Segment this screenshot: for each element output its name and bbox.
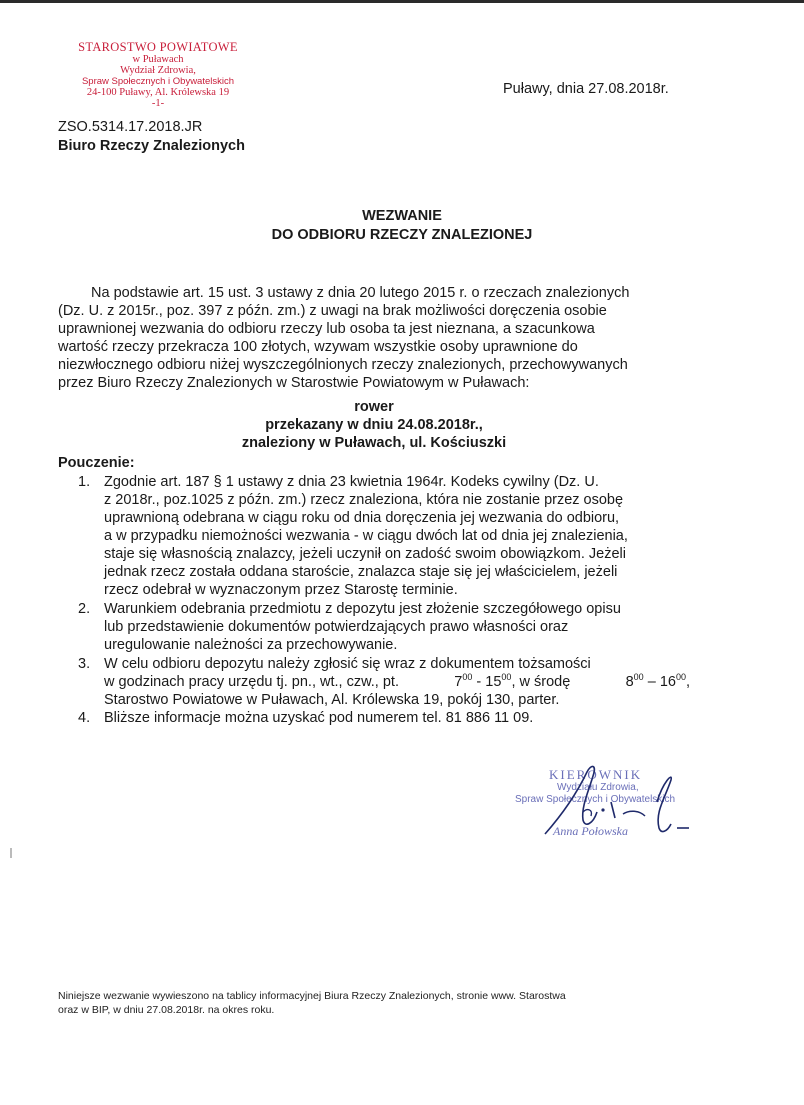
signature-title: KIEROWNIK [549, 767, 643, 782]
text-line: niezwłocznego odbioru niżej wyszczególnionych rzeczy znalezionych, przechowywanych [58, 357, 628, 373]
text-line: Warunkiem odebrania przedmiotu z depozytu jest złożenie szczegółowego opisu [104, 601, 621, 617]
stamp-line: 24-100 Puławy, Al. Królewska 19 [86, 87, 230, 98]
text-line: przez Biuro Rzeczy Znalezionych w Starostwie Powiatowym w Puławach: [58, 375, 530, 391]
hours-weekdays [454, 673, 570, 691]
text-line: staje się własnością znalazcy, jeżeli uczynił on zadość swoim obowiązkom. Jeżeli [104, 546, 626, 562]
text-line: Starostwo Powiatowe w Puławach, Al. Królewska 19, pokój 130, parter. [104, 692, 560, 708]
intro-paragraph [58, 284, 690, 392]
hour: 8 [625, 674, 634, 690]
reference-block [58, 118, 245, 156]
wednesday-label: , w środę [511, 674, 571, 690]
stamp-line: STAROSTWO POWIATOWE [78, 40, 238, 54]
stamp-line: -1- [151, 98, 165, 109]
footer-line: Niniejsze wezwanie wywieszono na tablicy informacyjnej Biura Rzeczy Znalezionych, stronie www. Starostwa [58, 990, 566, 1002]
scan-speck [10, 848, 12, 858]
office-name: Biuro Rzeczy Znalezionych [58, 138, 245, 154]
text-line: a w przypadku niemożności wezwania - w ciągu dwóch lat od dnia jej znalezienia, [104, 528, 628, 544]
signature-name: Anna Połowska [553, 824, 628, 838]
hours-intro: w godzinach pracy urzędu tj. pn., wt., czw., pt. [104, 674, 399, 690]
text-line: uprawnionej wezwania do odbioru rzeczy lub osoba ta jest nieznana, a szacunkowa [58, 321, 595, 337]
text-line: Zgodnie art. 187 § 1 ustawy z dnia 23 kwietnia 1964r. Kodeks cywilny (Dz. U. [104, 474, 599, 490]
signature-dept: Spraw Społecznych i Obywatelskich [515, 794, 676, 805]
footer-line: oraz w BIP, w dniu 27.08.2018r. na okres roku. [58, 1004, 275, 1016]
text-line: Na podstawie art. 15 ust. 3 ustawy z dnia 20 lutego 2015 r. o rzeczach znalezionych [91, 285, 630, 301]
dash: - [472, 674, 486, 690]
scan-edge [0, 0, 804, 3]
signature-dept: Wydziału Zdrowia, [557, 782, 639, 793]
minutes: 00 [675, 672, 686, 682]
minutes: 00 [462, 672, 473, 682]
document-title: WEZWANIE [362, 208, 442, 224]
text-line: wartość rzeczy przekracza 100 złotych, wzywam wszystkie osoby uprawnione do [58, 339, 578, 355]
instruction-item-1 [78, 473, 690, 599]
text-line: lub przedstawienie dokumentów potwierdzających prawo własności oraz [104, 619, 569, 635]
stamp-line: Wydział Zdrowia, [120, 65, 196, 76]
hours-wednesday [626, 673, 690, 691]
office-stamp [58, 40, 258, 109]
hours-line [104, 673, 690, 691]
minutes: 00 [501, 672, 512, 682]
found-item-place: znaleziony w Puławach, ul. Kościuszki [241, 435, 507, 451]
dash: – [643, 674, 660, 690]
instruction-item-2 [78, 600, 690, 654]
signature-stamp [505, 762, 695, 842]
stamp-line: w Puławach [132, 54, 184, 65]
hour: 7 [454, 674, 463, 690]
instruction-item-4 [78, 709, 690, 727]
text-line: uregulowanie należności za przechowywanie. [104, 637, 398, 653]
item-number: 4. [78, 710, 91, 726]
found-item-block [58, 398, 690, 452]
item-number: 3. [78, 656, 91, 672]
minutes: 00 [633, 672, 644, 682]
found-item-date: przekazany w dniu 24.08.2018r., [265, 417, 483, 433]
found-item-name: rower [354, 399, 394, 415]
hour: 15 [485, 674, 502, 690]
instruction-item-3 [78, 655, 690, 709]
document-date: Puławy, dnia 27.08.2018r. [503, 81, 669, 97]
text-line: jednak rzecz została oddana staroście, znalazca staje się jej właścicielem, jeżeli [104, 564, 618, 580]
text-line: z 2018r., poz.1025 z późn. zm.) rzecz znaleziona, która nie zostanie przez osobę [104, 492, 624, 508]
comma: , [685, 674, 690, 690]
case-number: ZSO.5314.17.2018.JR [58, 119, 203, 135]
text-line: rzecz odebrał w wyznaczonym przez Starostę terminie. [104, 582, 458, 598]
item-number: 1. [78, 474, 91, 490]
handwritten-signature [505, 762, 695, 842]
document-subtitle: DO ODBIORU RZECZY ZNALEZIONEJ [271, 227, 533, 243]
stamp-line: Spraw Społecznych i Obywatelskich [81, 76, 235, 87]
text-line: W celu odbioru depozytu należy zgłosić się wraz z dokumentem tożsamości [104, 656, 591, 672]
text-line: uprawnioną odebrana w ciągu roku od dnia doręczenia jej wezwania do odbioru, [104, 510, 620, 526]
item-number: 2. [78, 601, 91, 617]
instructions-heading: Pouczenie: [58, 455, 135, 471]
posting-note [58, 989, 691, 1017]
text-line: Bliższe informacje można uzyskać pod numerem tel. 81 886 11 09. [104, 710, 534, 726]
text-line: (Dz. U. z 2015r., poz. 397 z późn. zm.) z uwagi na brak możliwości doręczenia osobie [58, 303, 607, 319]
hour: 16 [659, 674, 676, 690]
